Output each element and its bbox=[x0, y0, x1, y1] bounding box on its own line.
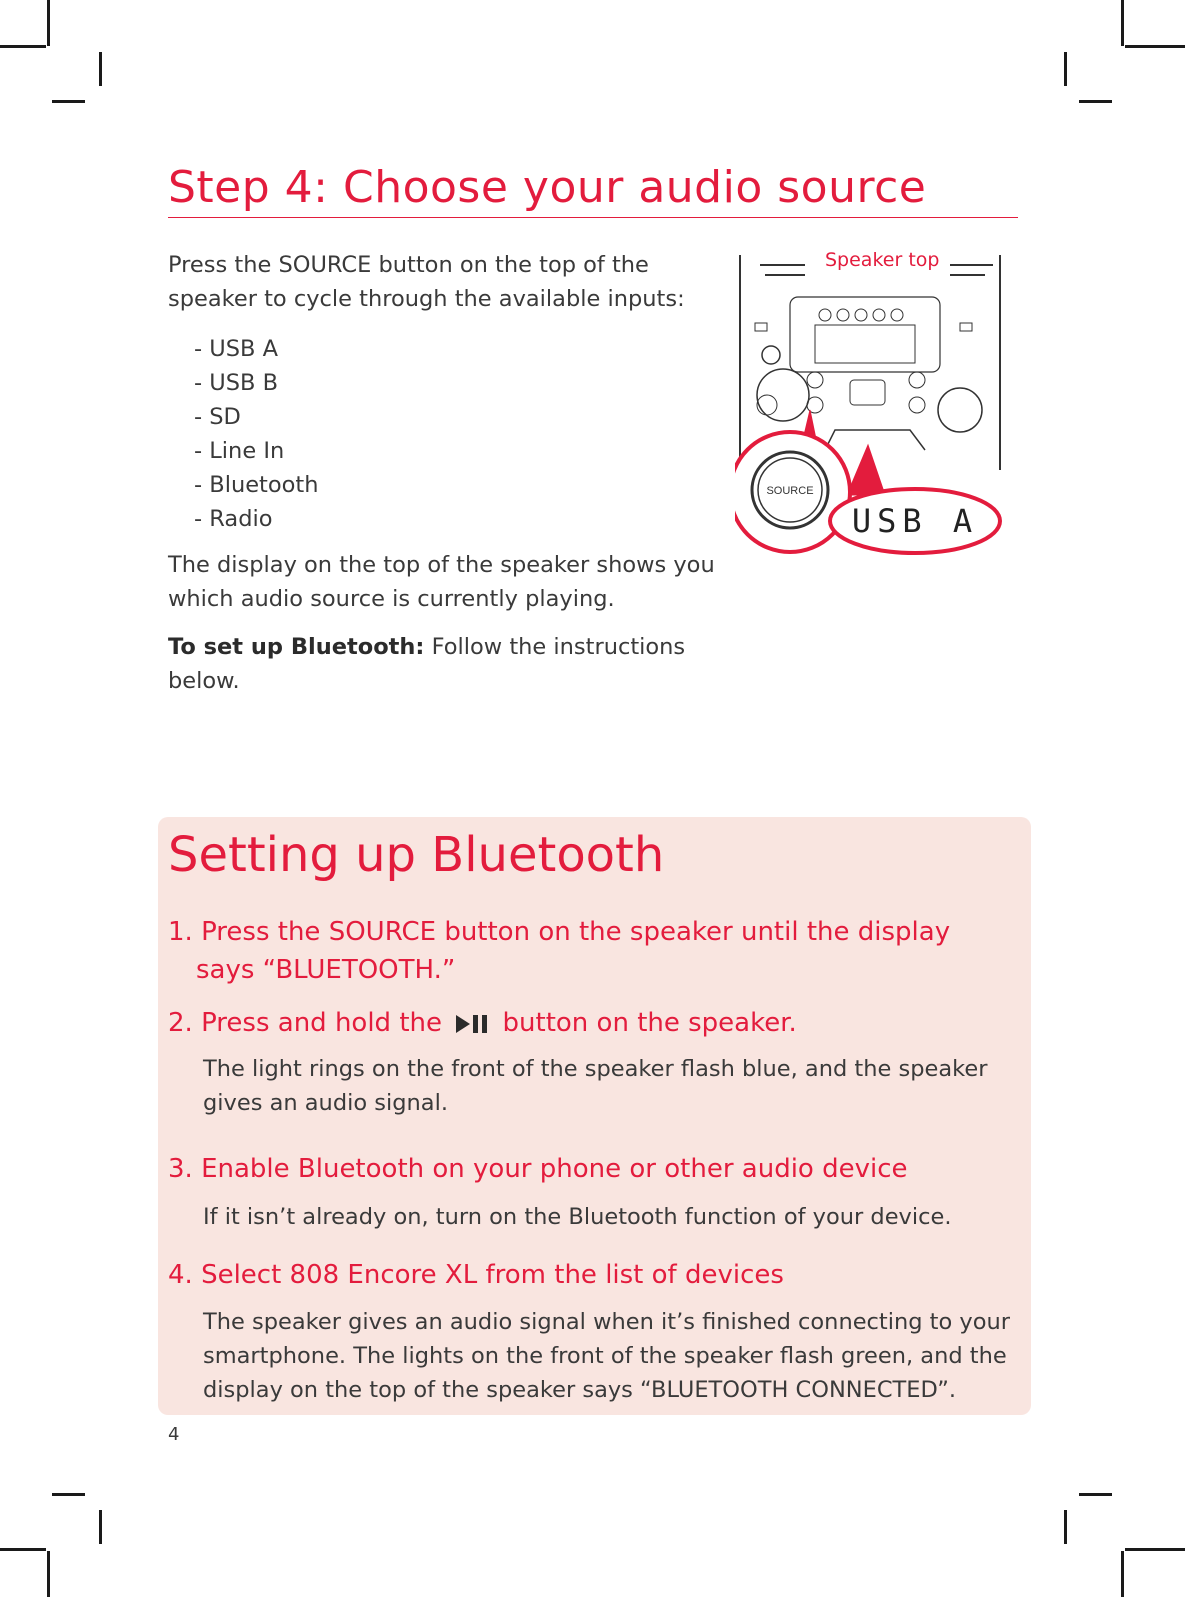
list-item: - Line In bbox=[194, 438, 285, 464]
list-item: - Bluetooth bbox=[194, 472, 319, 498]
bluetooth-note-label: To set up Bluetooth: bbox=[168, 634, 425, 660]
list-item: - USB A bbox=[194, 336, 279, 362]
step-3-description: If it isn’t already on, turn on the Bluetooth function of your device. bbox=[203, 1204, 952, 1230]
step-1-line-1: 1. Press the SOURCE button on the speaker until the display bbox=[168, 917, 951, 947]
step-4: 4. Select 808 Encore XL from the list of devices bbox=[168, 1260, 784, 1290]
bluetooth-note bbox=[168, 630, 688, 698]
source-button-label: SOURCE bbox=[766, 485, 814, 497]
intro-text: Press the SOURCE button on the top of the speaker to cycle through the available inputs: bbox=[168, 252, 685, 312]
play-pause-icon bbox=[454, 1013, 490, 1035]
step-1 bbox=[168, 913, 950, 989]
list-item: - USB B bbox=[194, 370, 279, 396]
step-4-description: The speaker gives an audio signal when it’s finished connecting to your smartphone. The lights on the front of the speaker flash green, and the display on the top of the speaker says “BLUETOOTH CONNECTED”. bbox=[203, 1309, 1011, 1403]
step-2-text-after: button on the speaker. bbox=[502, 1008, 797, 1038]
step-2-text-before: 2. Press and hold the bbox=[168, 1008, 442, 1038]
list-item: - SD bbox=[194, 404, 241, 430]
display-note: The display on the top of the speaker shows you which audio source is currently playing. bbox=[168, 552, 715, 612]
list-item: - Radio bbox=[194, 506, 273, 532]
speaker-top-illustration bbox=[735, 255, 1015, 555]
step-2-description: The light rings on the front of the speaker flash blue, and the speaker gives an audio signal. bbox=[203, 1056, 988, 1116]
step-2 bbox=[168, 1004, 797, 1042]
title-divider bbox=[168, 217, 1018, 218]
figure-label: Speaker top bbox=[825, 249, 940, 271]
step-3: 3. Enable Bluetooth on your phone or other audio device bbox=[168, 1154, 908, 1184]
page-number: 4 bbox=[168, 1424, 180, 1445]
section-title: Setting up Bluetooth bbox=[168, 827, 665, 883]
page-title: Step 4: Choose your audio source bbox=[168, 162, 927, 213]
bluetooth-note-text: Follow the instructions below. bbox=[168, 634, 686, 694]
step-1-line-2: says “BLUETOOTH.” bbox=[196, 955, 456, 985]
display-readout: USB A bbox=[851, 502, 979, 540]
input-list bbox=[194, 332, 319, 536]
